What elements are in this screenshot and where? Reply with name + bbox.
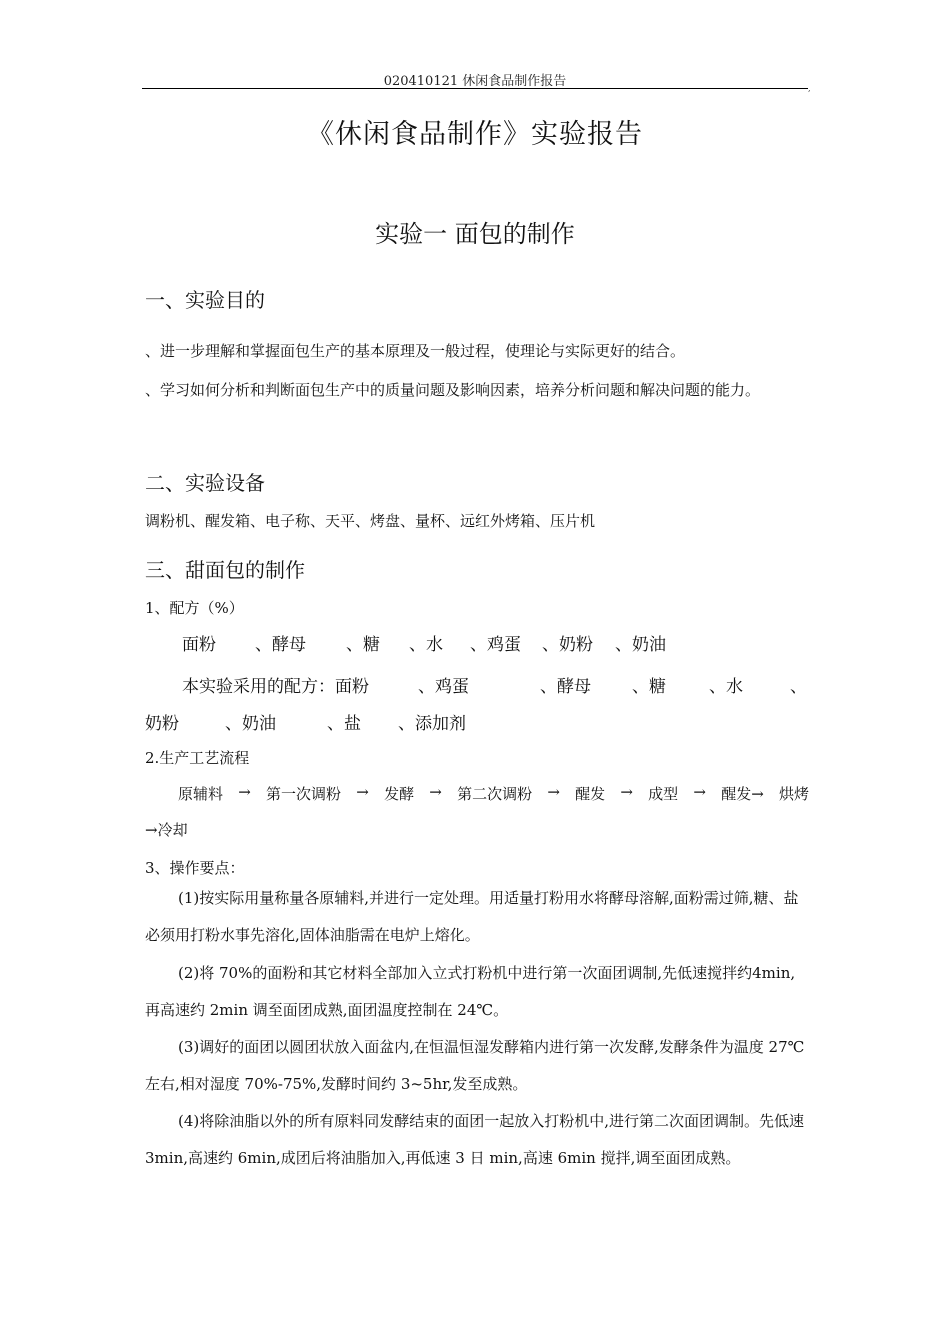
process-label: 2.生产工艺流程 <box>145 749 250 767</box>
used-formula-item: 、 <box>790 677 807 697</box>
purpose-item-1: 、进一步理解和掌握面包生产的基本原理及一般过程，使理论与实际更好的结合。 <box>145 342 686 360</box>
formula-item: 、水 <box>409 635 443 655</box>
formula-item: 、奶粉 <box>542 635 593 655</box>
operation-point-1: (1)按实际用量称量各原辅料,并进行一定处理。用适量打粉用水将酵母溶解,面粉需过筛,糖、盐必须用打粉水事先溶化,固体油脂需在电炉上熔化。 <box>145 889 799 944</box>
used-formula-prefix: 本实验采用的配方：面粉 <box>182 677 369 697</box>
section-heading-purpose: 一、实验目的 <box>145 288 265 312</box>
used-formula-item: 、盐 <box>327 714 361 734</box>
used-formula-item: 、水 <box>709 677 743 697</box>
process-step: 烘烤 <box>778 785 809 803</box>
process-step: 醒发 <box>575 785 606 803</box>
running-header: 020410121 休闲食品制作报告 <box>383 74 567 89</box>
section-heading-procedure: 三、甜面包的制作 <box>145 558 305 582</box>
formula-item: 面粉 <box>182 635 216 655</box>
formula-item: 、奶油 <box>615 635 666 655</box>
equipment-list: 调粉机、醒发箱、电子称、天平、烤盘、量杯、远红外烤箱、压片机 <box>145 512 596 530</box>
header-rule <box>142 88 808 89</box>
arrow-icon: → <box>238 783 251 801</box>
formula-item: 、鸡蛋 <box>470 635 521 655</box>
formula-label: 1、配方（%） <box>145 599 244 617</box>
process-flow <box>178 783 809 804</box>
operation-point-3: (3)调好的面团以圆团状放入面盆内,在恒温恒湿发酵箱内进行第一次发酵,发酵条件为温度 27℃左右,相对湿度 70%-75%,发酵时间约 3~5hr,发至成熟。 <box>145 1038 805 1093</box>
arrow-icon: → <box>620 783 633 801</box>
arrow-icon: → <box>356 783 369 801</box>
purpose-item-2: 、学习如何分析和判断面包生产中的质量问题及影响因素，培养分析问题和解决问题的能力。 <box>145 381 761 399</box>
process-step: 第一次调粉 <box>266 785 342 803</box>
formula-item: 、糖 <box>346 635 380 655</box>
process-step: 成型 <box>648 785 679 803</box>
process-step: 第二次调粉 <box>457 785 533 803</box>
operation-point-4: (4)将除油脂以外的所有原料同发酵结束的面团一起放入打粉机中,进行第二次面团调制。先低速 3min,高速约 6min,成团后将油脂加入,再低速 3 日 min,高速 6min 搅拌,调至面团成熟。 <box>145 1112 805 1167</box>
process-tail: →冷却 <box>145 821 188 839</box>
used-formula-item: 、奶油 <box>225 714 276 734</box>
used-formula-item: 、糖 <box>632 677 666 697</box>
process-step: 发酵 <box>384 785 415 803</box>
used-formula-item: 、添加剂 <box>398 714 466 734</box>
process-step: 醒发→ <box>721 785 764 803</box>
operation-point-2: (2)将 70%的面粉和其它材料全部加入立式打粉机中进行第一次面团调制,先低速搅拌约4min,再高速约 2min 调至面团成熟,面团温度控制在 24℃。 <box>145 964 796 1019</box>
used-formula-item: 奶粉 <box>145 714 179 734</box>
arrow-icon: → <box>547 783 560 801</box>
points-label: 3、操作要点： <box>145 859 245 877</box>
arrow-icon: → <box>693 783 706 801</box>
used-formula-item: 、酵母 <box>540 677 591 697</box>
used-formula-item: 、鸡蛋 <box>418 677 469 697</box>
section-heading-equipment: 二、实验设备 <box>145 471 265 495</box>
header-mark: , <box>808 84 811 93</box>
arrow-icon: → <box>429 783 442 801</box>
process-step: 原辅料 <box>178 785 224 803</box>
experiment-title: 实验一 面包的制作 <box>375 220 575 248</box>
formula-item: 、酵母 <box>255 635 306 655</box>
report-title: 《休闲食品制作》实验报告 <box>307 119 643 150</box>
